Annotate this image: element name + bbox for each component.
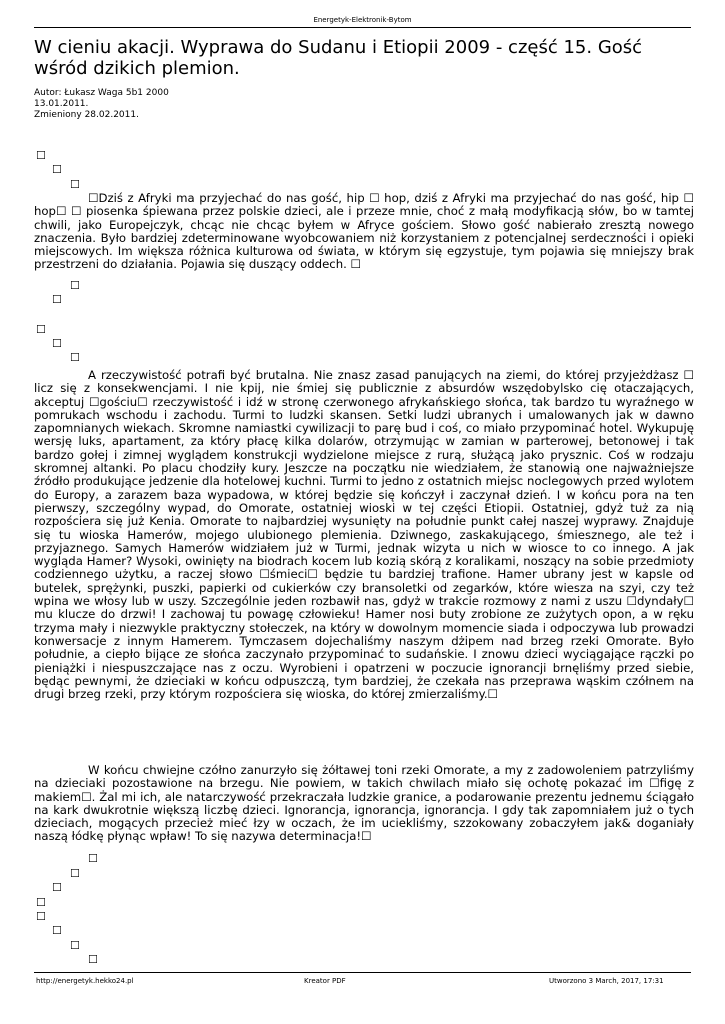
- site-header: Energetyk-Elektronik-Bytom: [313, 16, 412, 24]
- footer-generator: Kreator PDF: [304, 977, 346, 985]
- article-title: W cieniu akacji. Wyprawa do Sudanu i Etiopii 2009 - część 15. Gość wśród dzikich plemion.: [34, 37, 643, 79]
- placeholder-box: ☐: [52, 924, 62, 937]
- placeholder-box: ☐: [88, 852, 98, 865]
- placeholder-box: ☐: [52, 293, 62, 306]
- placeholder-box: ☐: [36, 910, 46, 923]
- article-author: Autor: Łukasz Waga 5b1 2000: [34, 88, 169, 98]
- footer-divider: [34, 972, 691, 973]
- placeholder-box: ☐: [52, 337, 62, 350]
- footer-created: Utworzono 3 March, 2017, 17:31: [549, 977, 664, 985]
- placeholder-box: ☐: [36, 149, 46, 162]
- placeholder-box: ☐: [36, 896, 46, 909]
- article-meta: [34, 88, 169, 121]
- article-modified: Zmieniony 28.02.2011.: [34, 110, 139, 120]
- placeholder-box: ☐: [70, 939, 80, 952]
- header-divider: [34, 27, 691, 28]
- article-paragraph: A rzeczywistość potrafi być brutalna. Nie znasz zasad panujących na ziemi, do której przyjeżdżasz ☐ licz się z konsekwencjami. I nie kpij, nie śmiej się publicznie z absurdów wszędobylsko cię otaczających, akceptuj ☐gościu☐ rzeczywistość i idź w stronę czerwonego afrykańskiego słońca, tak bardzo tu wyraźnego w pomrukach wschodu i zachodu. Turmi to ludzki skansen. Setki ludzi ubranych i umalowanych jak w dawno zapomnianych wiekach. Skromne namiastki cywilizacji to parę bud i coś, co miało przypominać hotel. Wykupuję wersję luks, apartament, za który płacę kilka dolarów, otrzymując w zamian w parterowej, betonowej i tak bardzo gołej i zimnej wyglądem konstrukcji wydzielone miejsce z rurą, służącą jako prysznic. Coś w rodzaju skromnej altanki. Po placu chodziły kury. Jeszcze na początku nie wiedziałem, że stanowią one najważniejsze źródło produkujące jedzenie dla hotelowej kuchni. Turmi to jedno z ostatnich miejsc noclegowych przed wylotem do Europy, a zarazem baza wypadowa, w której będzie się kończył i zaczynał dzień. I w końcu pora na ten pierwszy, szczególny wypad, do Omorate, ostatniej wioski w tej części Etiopii. Ostatniej, gdyż tuż za nią rozpościera się już Kenia. Omorate to najbardziej wysunięty na południe punkt całej naszej wyprawy. Znajduje się tu wioska Hamerów, mojego ulubionego plemienia. Dziwnego, zaskakującego, śmiesznego, ale też i przyjaznego. Samych Hamerów widziałem już w Turmi, jednak wizyta u nich w wiosce to co innego. A jak wygląda Hamer? Wysoki, owinięty na biodrach kocem lub kozią skórą z koralikami, noszący na sobie przedmioty codziennego użytku, a raczej słowo ☐śmieci☐ będzie tu bardziej trafione. Hamer ubrany jest w kapsle od butelek, sprężynki, puszki, papierki od cukierków czy bransoletki od zegarków, które wiesza na szyi, czy też wpina we włosy lub w uszy. Szczególnie jeden rozbawił nas, gdyż w trakcie rozmowy z nami z uszu ☐dyndały☐ mu klucze do drzwi! I zachowaj tu powagę człowieku! Hamer nosi buty zrobione ze zużytych opon, a w ręku trzyma mały i niezwykle praktyczny stołeczek, na który w dowolnym momencie siada i odpoczywa lub prowadzi konwersacje z innym Hamerem. Tymczasem dojechaliśmy naszym dżipem nad brzeg rzeki Omorate. Było południe, a ciepło bijące ze słońca zaczynało przypominać to sudańskie. I znowu dzieci wyciągające rączki po pieniążki i niespuszczające nas z oczu. Wyrobieni i opatrzeni w poczucie ignorancji brnęliśmy przed siebie, będąc pewnymi, że dzieciaki w końcu odpuszczą, tym bardziej, że czekała nas przeprawa wąskim czółnem na drugi brzeg rzeki, przy którym rozpościera się wioska, do której zmierzaliśmy.☐: [34, 368, 694, 702]
- placeholder-box: ☐: [36, 323, 46, 336]
- placeholder-box: ☐: [88, 953, 98, 966]
- placeholder-box: ☐: [70, 867, 80, 880]
- article-paragraph: ☐Dziś z Afryki ma przyjechać do nas gość, hip ☐ hop, dziś z Afryki ma przyjechać do nas gość, hip ☐ hop☐ ☐ piosenka śpiewana przez polskie dzieci, ale i przeze mnie, choć z małą modyfikacją słów, bo w tamtej chwili, jako Europejczyk, chcąc nie chcąc byłem w Afryce gościem. Słowo gość nabierało zresztą nowego znaczenia. Było bardziej zdeterminowane wyobcowaniem niż korzystaniem z potencjalnej serdeczności i opieki miejscowych. Im większa różnica kulturowa od świata, w którym się egzystuje, tym pojawia się mniejszy brak przestrzeni do działania. Pojawia się duszący oddech. ☐: [34, 191, 694, 272]
- footer-url[interactable]: http://energetyk.hekko24.pl: [36, 977, 134, 985]
- article-date: 13.01.2011.: [34, 99, 89, 109]
- placeholder-box: ☐: [70, 351, 80, 364]
- placeholder-box: ☐: [52, 881, 62, 894]
- placeholder-box: ☐: [70, 279, 80, 292]
- placeholder-box: ☐: [70, 178, 80, 191]
- article-paragraph: W końcu chwiejne czółno zanurzyło się żółtawej toni rzeki Omorate, a my z zadowoleniem patrzyliśmy na dzieciaki pozostawione na brzegu. Nie powiem, w takich chwilach miało się ochotę pokazać im ☐figę z makiem☐. Żal mi ich, ale natarczywość przekraczała ludzkie granice, a podarowanie prezentu jednemu ściągało na kark dwukrotnie większą liczbę dzieci. Ignorancja, ignorancja, ignorancja. I gdy tak zapomniałem już o tych dzieciach, mogących przecież mieć łzy w oczach, że im uciekliśmy, szzokowany zobaczyłem jak& doganiały naszą łódkę płynąc wpław! To się nazywa determinacja!☐: [34, 763, 694, 844]
- placeholder-box: ☐: [52, 163, 62, 176]
